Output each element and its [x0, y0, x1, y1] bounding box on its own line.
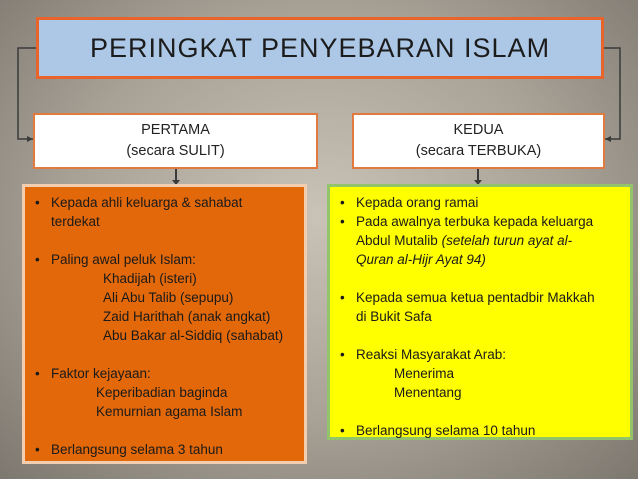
list-item: • Kepada ahli keluarga & sahabat terdekat	[33, 193, 296, 231]
stage-first-panel	[22, 184, 307, 464]
sub-item: Keperibadian baginda	[96, 385, 228, 400]
list-item: • Kepada orang ramai	[338, 193, 622, 212]
sub-item: Ali Abu Talib (sepupu)	[103, 290, 234, 305]
list-item: • Berlangsung selama 10 tahun	[338, 421, 622, 440]
stage-second-heading: KEDUA	[453, 122, 504, 138]
sub-item: Abu Bakar al-Siddiq (sahabat)	[103, 328, 284, 343]
list-item: • Reaksi Masyarakat Arab:	[338, 345, 622, 364]
stage-second-subheading: (secara TERBUKA)	[415, 143, 542, 159]
right-arrowhead-h	[605, 136, 611, 142]
sub-item: Khadijah (isteri)	[103, 271, 197, 286]
stage-first-header	[33, 113, 318, 169]
stage-second-panel	[327, 184, 633, 440]
title-text: PERINGKAT PENYEBARAN ISLAM	[89, 32, 551, 63]
sub-item: Zaid Harithah (anak angkat)	[103, 309, 271, 324]
list-item: • Paling awal peluk Islam:	[33, 250, 296, 269]
stage-second-header	[352, 113, 605, 169]
diagram-title	[36, 17, 604, 79]
sub-item: Menerima	[394, 366, 455, 381]
sub-item: Kemurnian agama Islam	[96, 404, 243, 419]
list-item: • Kepada semua ketua pentadbir Makkah di Bukit Safa	[338, 288, 622, 326]
right-connector	[604, 48, 620, 139]
stage-first-heading: PERTAMA	[141, 122, 210, 138]
sub-item: Menentang	[394, 385, 462, 400]
list-item: • Pada awalnya terbuka kepada keluarga Abdul Mutalib (setelah turun ayat al- Quran al-Hijr Ayat 94)	[338, 212, 622, 269]
list-item: • Berlangsung selama 3 tahun	[33, 440, 296, 459]
stage-first-subheading: (secara SULIT)	[126, 143, 225, 159]
list-item: • Faktor kejayaan:	[33, 364, 296, 383]
